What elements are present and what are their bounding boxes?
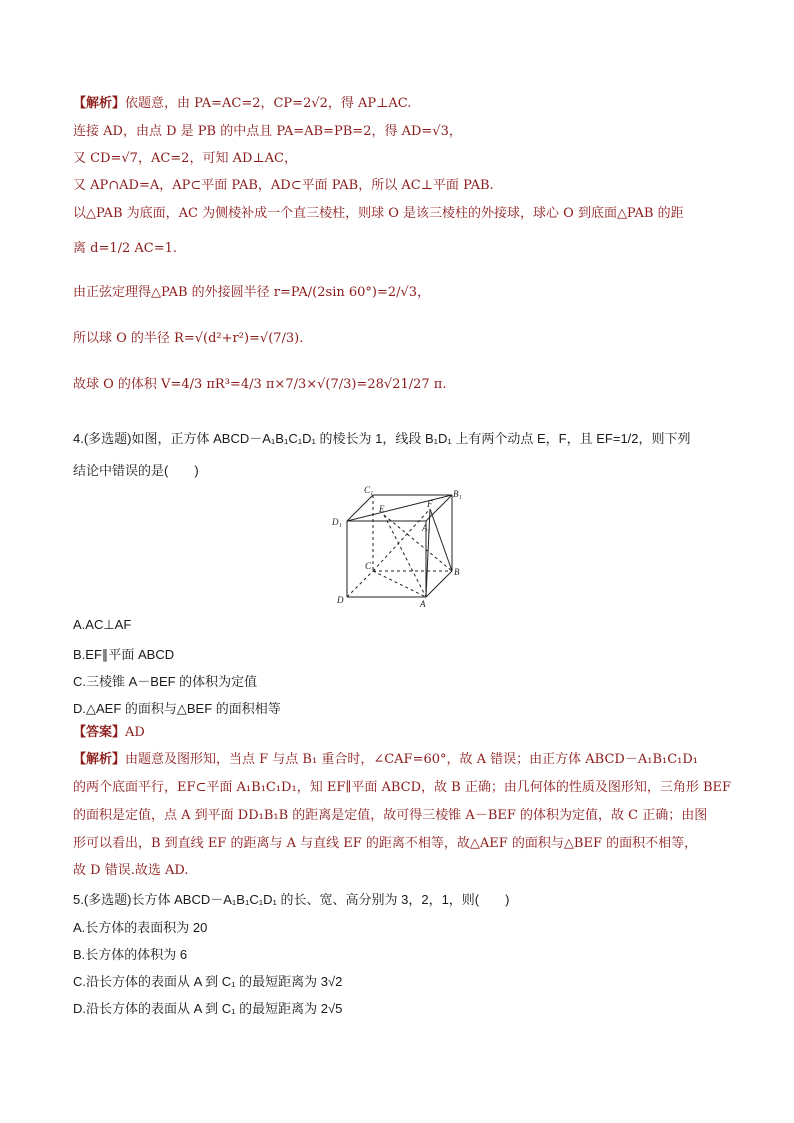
cube-figure [330,485,470,610]
q4-option-c: C.三棱锥 A－BEF 的体积为定值 [73,674,258,689]
label-c: C [365,561,372,571]
label-a1: A₁ [422,523,431,533]
q5-option-b: B.长方体的体积为 6 [73,947,188,962]
label-e: E [379,504,385,514]
sol3-line-2: 连接 AD，由点 D 是 PB 的中点且 PA=AB=PB=2，得 AD=√3， [73,124,462,139]
solution-label: 【解析】 [73,96,126,111]
label-b1: B₁ [453,489,462,499]
label-d: D [337,595,344,605]
label-d1: D₁ [332,517,342,527]
answer-label: 【答案】 [73,725,126,740]
sol3-line-6: 离 d=1/2 AC=1. [73,241,178,256]
q4-option-b: B.EF∥平面 ABCD [73,647,175,662]
q4-sol-line-3: 的面积是定值，点 A 到平面 DD₁B₁B 的距离是定值，故可得三棱锥 A－BEF 的体积为定值，故 C 正确；由图 [73,808,708,823]
q4-option-d: D.△AEF 的面积与△BEF 的面积相等 [73,701,281,716]
sol3-line-1 [73,95,411,113]
q4-sol-line-1 [73,751,698,769]
label-f: F [427,499,433,509]
q4-sol-line-5: 故 D 错误.故选 AD. [73,863,189,878]
sol3-line-7: 由正弦定理得△PAB 的外接圆半径 r=PA/(2sin 60°)=2/√3， [73,285,431,300]
q4-answer: AD [125,725,145,740]
q4-answer-line [73,724,145,742]
sol3-line-3: 又 CD=√7，AC=2，可知 AD⊥AC， [73,151,297,166]
sol3-text-1: 依题意，由 PA=AC=2，CP=2√2，得 AP⊥AC. [125,96,412,111]
q5-option-a: A.长方体的表面积为 20 [73,920,208,935]
q5-option-d: D.沿长方体的表面从 A 到 C₁ 的最短距离为 2√5 [73,1001,343,1016]
q4-sol-line-4: 形可以看出，B 到直线 EF 的距离与 A 与直线 EF 的距离不相等，故△AEF 的面积与△BEF 的面积不相等， [73,836,698,851]
sol3-line-5: 以△PAB 为底面，AC 为侧棱补成一个直三棱柱，则球 O 是该三棱柱的外接球，球心 O 到底面△PAB 的距 [73,206,684,221]
q5-option-c: C.沿长方体的表面从 A 到 C₁ 的最短距离为 3√2 [73,974,343,989]
q5-stem: 5.(多选题)长方体 ABCD－A₁B₁C₁D₁ 的长、宽、高分别为 3，2，1，则( ) [73,892,510,907]
sol3-line-8: 所以球 O 的半径 R=√(d²+r²)=√(7/3). [73,331,304,346]
sol3-line-4: 又 AP∩AD=A，AP⊂平面 PAB，AD⊂平面 PAB，所以 AC⊥平面 PAB. [73,178,494,193]
q4-option-a: A.AC⊥AF [73,617,132,632]
label-c1: C₁ [364,485,374,495]
q4-solution-label: 【解析】 [73,752,126,767]
q4-sol-text-1: 由题意及图形知，当点 F 与点 B₁ 重合时，∠CAF=60°，故 A 错误；由正方体 ABCD－A₁B₁C₁D₁ [125,752,699,767]
label-b: B [454,567,460,577]
q4-sol-line-2: 的两个底面平行，EF⊂平面 A₁B₁C₁D₁，知 EF∥平面 ABCD，故 B 正确；由几何体的性质及图形知，三角形 BEF [73,780,732,795]
sol3-line-9: 故球 O 的体积 V=4/3 πR³=4/3 π×7/3×√(7/3)=28√21/27 π. [73,377,447,392]
q4-stem-1: 4.(多选题)如图，正方体 ABCD－A₁B₁C₁D₁ 的棱长为 1，线段 B₁D₁ 上有两个动点 E，F，且 EF=1/2，则下列 [73,431,691,446]
q4-stem-2: 结论中错误的是( ) [73,463,199,478]
label-a: A [420,599,426,609]
